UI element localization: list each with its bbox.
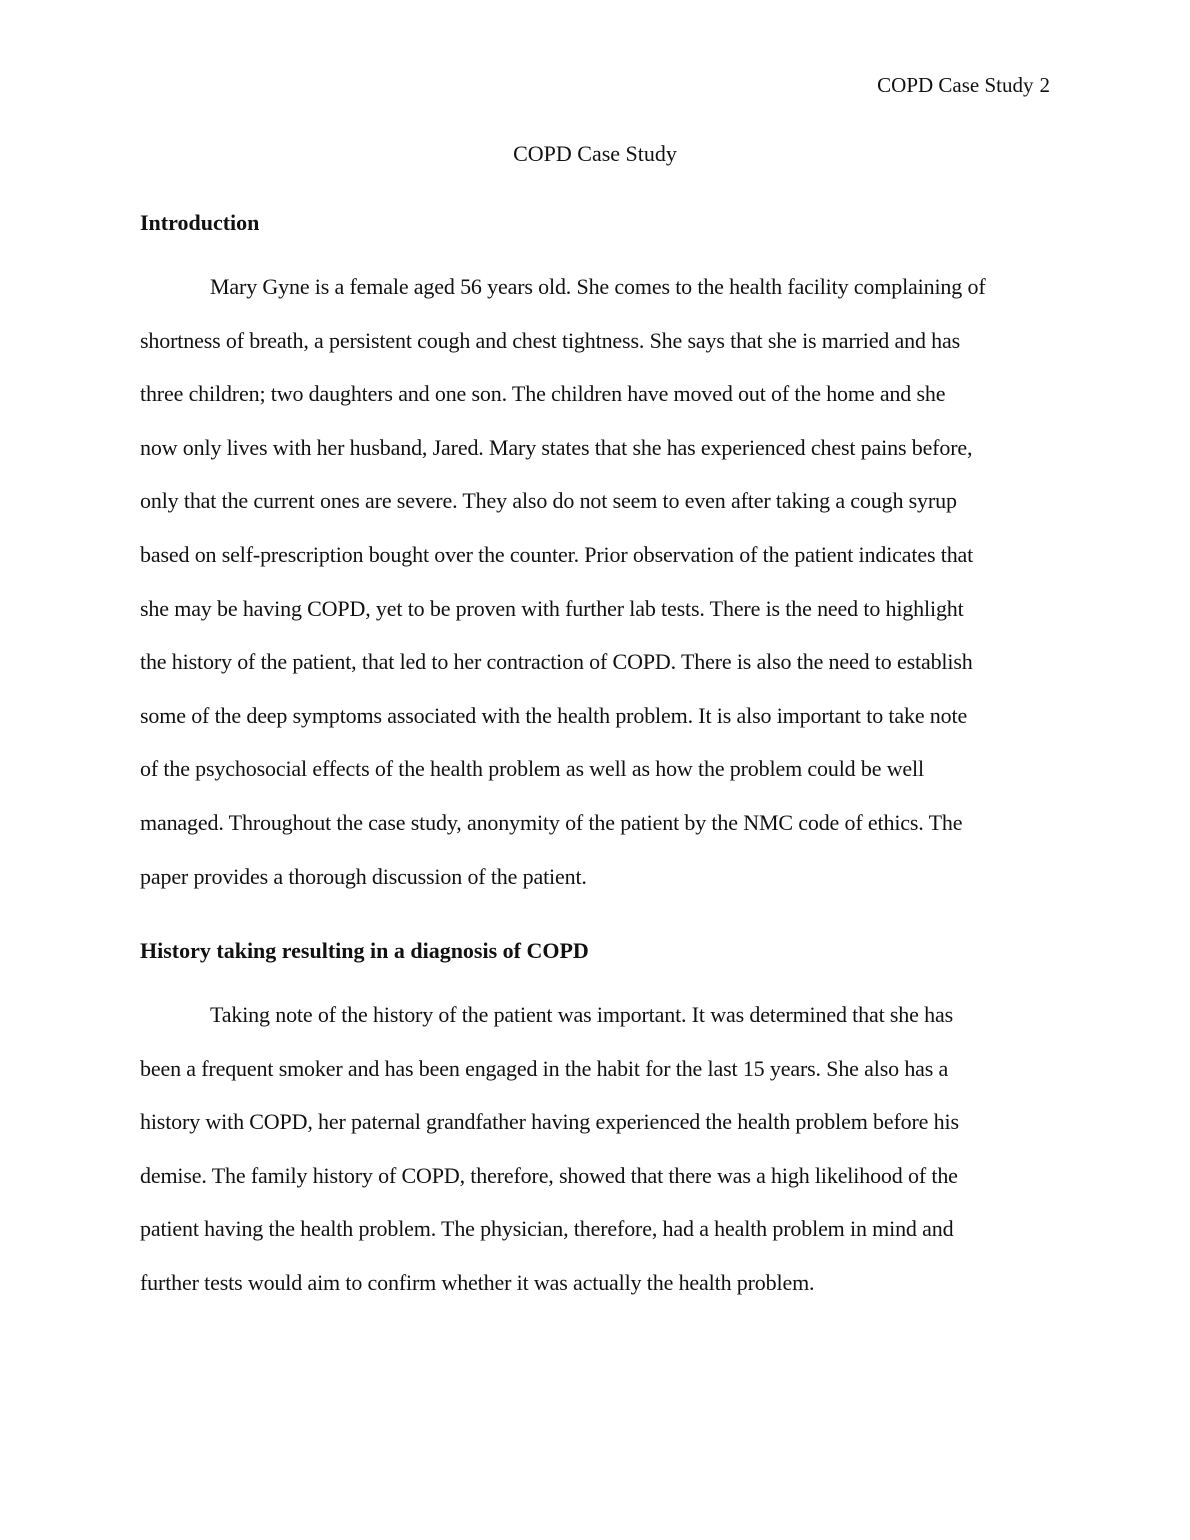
section-heading: History taking resulting in a diagnosis of COPD — [140, 938, 589, 963]
section-history-taking — [140, 936, 1055, 1310]
page-number: 2 — [1039, 73, 1050, 97]
paragraph-line: some of the deep symptoms associated with the health problem. It is also important to take note — [140, 702, 968, 728]
paragraph-line: patient having the health problem. The physician, therefore, had a health problem in mind and — [140, 1216, 954, 1242]
paragraph-line: she may be having COPD, yet to be proven with further lab tests. There is the need to highlight — [140, 595, 964, 621]
running-head-title: COPD Case Study — [877, 73, 1034, 97]
paragraph-line: demise. The family history of COPD, therefore, showed that there was a high likelihood of the — [140, 1162, 958, 1188]
paragraph-line: Mary Gyne is a female aged 56 years old. She comes to the health facility complaining of — [210, 274, 986, 299]
paragraph-line: three children; two daughters and one son. The children have moved out of the home and she — [140, 381, 946, 407]
paragraph-line: shortness of breath, a persistent cough and chest tightness. She says that she is married and has — [140, 327, 961, 353]
paragraph-line: history with COPD, her paternal grandfather having experienced the health problem before his — [140, 1109, 959, 1135]
paragraph-line: based on self-prescription bought over the counter. Prior observation of the patient indicates that — [140, 541, 974, 567]
running-head — [877, 70, 1050, 100]
section-paragraph — [140, 260, 1055, 903]
paragraph-line: further tests would aim to confirm whether it was actually the health problem. — [140, 1269, 815, 1295]
paragraph-line: managed. Throughout the case study, anonymity of the patient by the NMC code of ethics. The — [140, 809, 963, 835]
paragraph-line: paper provides a thorough discussion of the patient. — [140, 863, 587, 889]
paragraph-line: now only lives with her husband, Jared. Mary states that she has experienced chest pains before, — [140, 434, 973, 460]
section-paragraph — [140, 988, 1055, 1310]
paragraph-line: been a frequent smoker and has been engaged in the habit for the last 15 years. She also has a — [140, 1055, 949, 1081]
section-heading: Introduction — [140, 210, 260, 235]
paragraph-line: of the psychosocial effects of the health problem as well as how the problem could be well — [140, 756, 924, 782]
document-title: COPD Case Study — [513, 141, 677, 166]
paragraph-line: Taking note of the history of the patient was important. It was determined that she has — [210, 1002, 953, 1027]
paragraph-line: the history of the patient, that led to her contraction of COPD. There is also the need to establish — [140, 649, 973, 675]
paragraph-line: only that the current ones are severe. They also do not seem to even after taking a cough syrup — [140, 488, 957, 514]
section-introduction — [140, 208, 1055, 903]
